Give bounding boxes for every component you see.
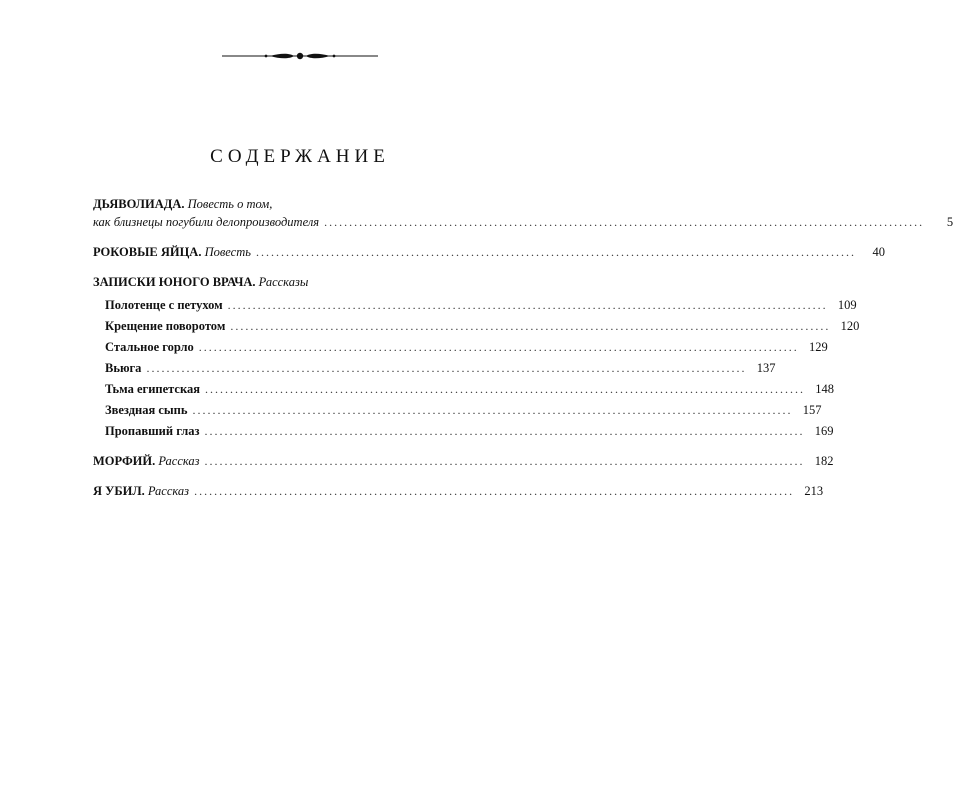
dot-leader: ........................................................................................................................ <box>204 424 805 438</box>
dot-leader: ........................................................................................................................ <box>227 298 828 312</box>
story-title: Крещение поворотом <box>105 319 226 333</box>
page-number: 120 <box>840 319 860 333</box>
page-number: 148 <box>815 382 835 396</box>
toc-entry-morphine[interactable] <box>93 452 834 470</box>
dot-leader: ........................................................................................................................ <box>146 361 747 375</box>
entry-subtitle: Повесть о том, <box>187 197 273 211</box>
toc-entry-eggs[interactable] <box>93 243 885 261</box>
dot-leader: ........................................................................................................................ <box>204 454 805 468</box>
entry-title: ЗАПИСКИ ЮНОГО ВРАЧА. <box>93 275 256 289</box>
entry-title: РОКОВЫЕ ЯЙЦА. <box>93 245 202 259</box>
table-of-contents <box>93 195 953 500</box>
entry-subtitle: Рассказы <box>258 275 309 289</box>
toc-entry-devil[interactable] <box>93 195 953 231</box>
story-list <box>93 296 860 440</box>
dot-leader: ........................................................................................................................ <box>205 382 806 396</box>
entry-title: ДЬЯВОЛИАДА. <box>93 197 185 211</box>
toc-story-item[interactable] <box>93 317 860 335</box>
story-title: Стальное горло <box>105 340 194 354</box>
entry-subtitle: Повесть <box>204 245 251 259</box>
entry-subtitle: Рассказ <box>147 484 190 498</box>
ornament-divider-icon <box>222 50 378 62</box>
toc-story-item[interactable] <box>93 401 822 419</box>
page-title: СОДЕРЖАНИЕ <box>210 146 390 167</box>
dot-leader: ........................................................................................................................ <box>194 484 795 498</box>
dot-leader: ........................................................................................................................ <box>255 245 856 259</box>
toc-story-item[interactable] <box>93 380 835 398</box>
entry-title: МОРФИЙ. <box>93 454 156 468</box>
page-number: 40 <box>872 245 885 259</box>
dot-leader: ........................................................................................................................ <box>192 403 793 417</box>
entry-subtitle: Рассказ <box>158 454 200 468</box>
page-number: 182 <box>814 454 834 468</box>
story-title: Полотенце с петухом <box>105 298 223 312</box>
toc-story-item[interactable] <box>93 422 834 440</box>
toc-entry-doctor[interactable] <box>93 273 511 291</box>
dot-leader: ........................................................................................................................ <box>324 215 925 229</box>
toc-entry-killed[interactable] <box>93 482 824 500</box>
toc-story-item[interactable] <box>93 338 828 356</box>
toc-story-item[interactable] <box>93 296 857 314</box>
story-title: Пропавший глаз <box>105 424 200 438</box>
page-number: 169 <box>814 424 834 438</box>
story-title: Звездная сыпь <box>105 403 188 417</box>
story-title: Вьюга <box>105 361 142 375</box>
page-number: 157 <box>802 403 822 417</box>
toc-story-item[interactable] <box>93 359 776 377</box>
page-number: 109 <box>837 298 857 312</box>
page-number: 213 <box>804 484 824 498</box>
entry-subtitle: как близнецы погубили делопроизводителя <box>93 215 320 229</box>
page-number: 137 <box>756 361 776 375</box>
page-number: 5 <box>946 215 953 229</box>
dot-leader: ........................................................................................................................ <box>230 319 831 333</box>
dot-leader: ........................................................................................................................ <box>198 340 799 354</box>
story-title: Тьма египетская <box>105 382 201 396</box>
page-number: 129 <box>809 340 828 354</box>
entry-title: Я УБИЛ. <box>93 484 145 498</box>
